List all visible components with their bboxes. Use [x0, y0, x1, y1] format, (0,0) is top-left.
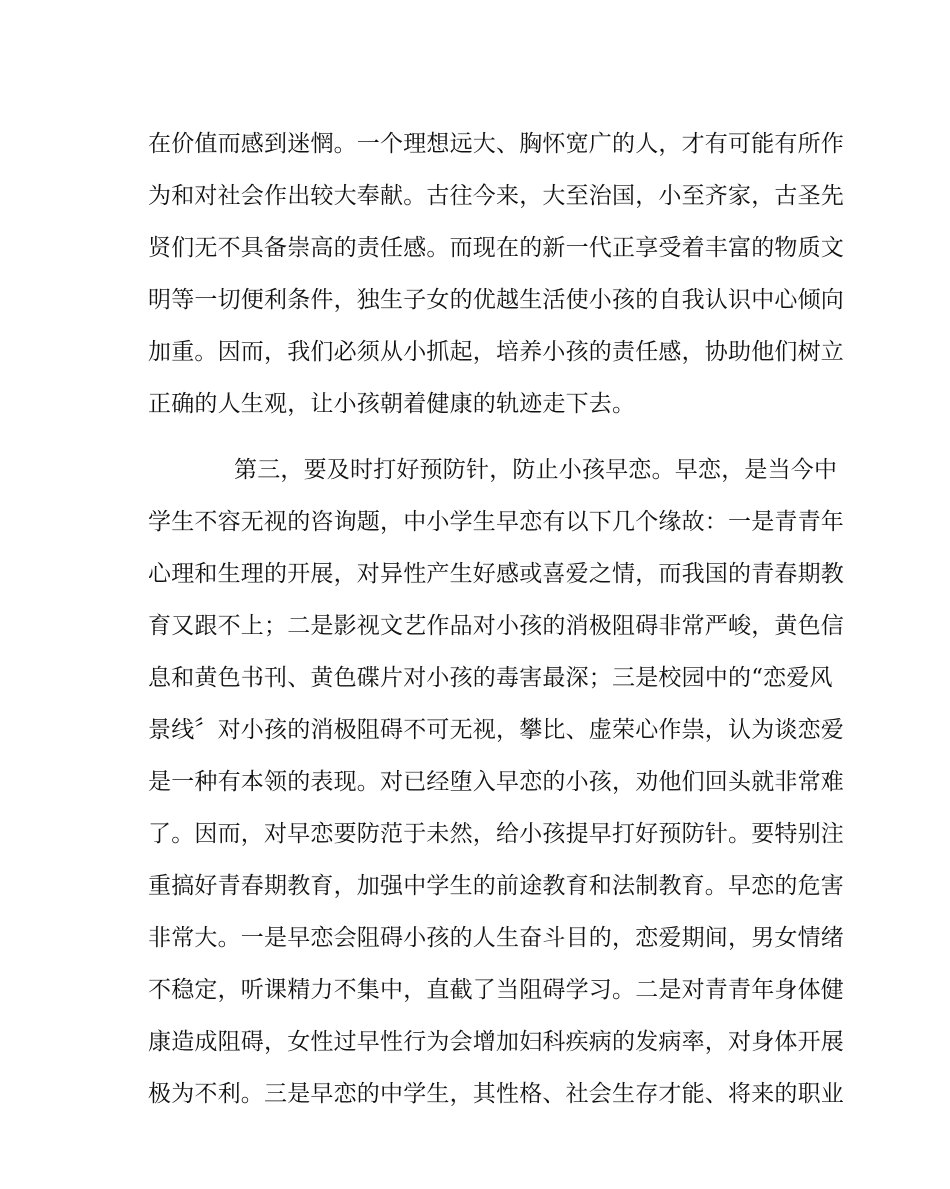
text-line: 贤们无不具备崇高的责任感。而现在的新一代正享受着丰富的物质文 [148, 235, 844, 261]
text-line: 极为不利。三是早恋的中学生，其性格、社会生存才能、将来的职业 [148, 1081, 844, 1107]
text-line: 非常大。一是早恋会阻碍小孩的人生奋斗目的，恋爱期间，男女情绪 [148, 925, 844, 951]
text-line: 心理和生理的开展，对异性产生好感或喜爱之情，而我国的青春期教 [148, 561, 844, 587]
text-line: 第三，要及时打好预防针，防止小孩早恋。早恋，是当今中 [234, 457, 838, 483]
text-line: 不稳定，听课精力不集中，直截了当阻碍学习。二是对青青年身体健 [148, 977, 844, 1003]
text-line: 正确的人生观，让小孩朝着健康的轨迹走下去。 [148, 391, 636, 417]
text-line: 在价值而感到迷惘。一个理想远大、胸怀宽广的人，才有可能有所作 [148, 131, 844, 157]
text-line: 为和对社会作出较大奉献。古往今来，大至治国，小至齐家，古圣先 [148, 183, 844, 209]
text-line: 康造成阻碍，女性过早性行为会增加妇科疾病的发病率，对身体开展 [148, 1029, 844, 1055]
text-line: 是一种有本领的表现。对已经堕入早恋的小孩，劝他们回头就非常难 [148, 769, 844, 795]
text-line: 加重。因而，我们必须从小抓起，培养小孩的责任感，协助他们树立 [148, 339, 844, 365]
text-line: 明等一切便利条件，独生子女的优越生活使小孩的自我认识中心倾向 [148, 287, 844, 313]
text-line: 息和黄色书刊、黄色碟片对小孩的毒害最深；三是校园中的“恋爱风 [148, 665, 833, 691]
text-line: 学生不容无视的咨询题，中小学生早恋有以下几个缘故：一是青青年 [148, 509, 844, 535]
text-line: 了。因而，对早恋要防范于未然，给小孩提早打好预防针。要特别注 [148, 821, 844, 847]
text-line: 育又跟不上；二是影视文艺作品对小孩的消极阻碍非常严峻，黄色信 [148, 613, 844, 639]
text-line: 重搞好青春期教育，加强中学生的前途教育和法制教育。早恋的危害 [148, 873, 844, 899]
text-line: 景线〞对小孩的消极阻碍不可无视，攀比、虚荣心作祟，认为谈恋爱 [148, 717, 844, 743]
